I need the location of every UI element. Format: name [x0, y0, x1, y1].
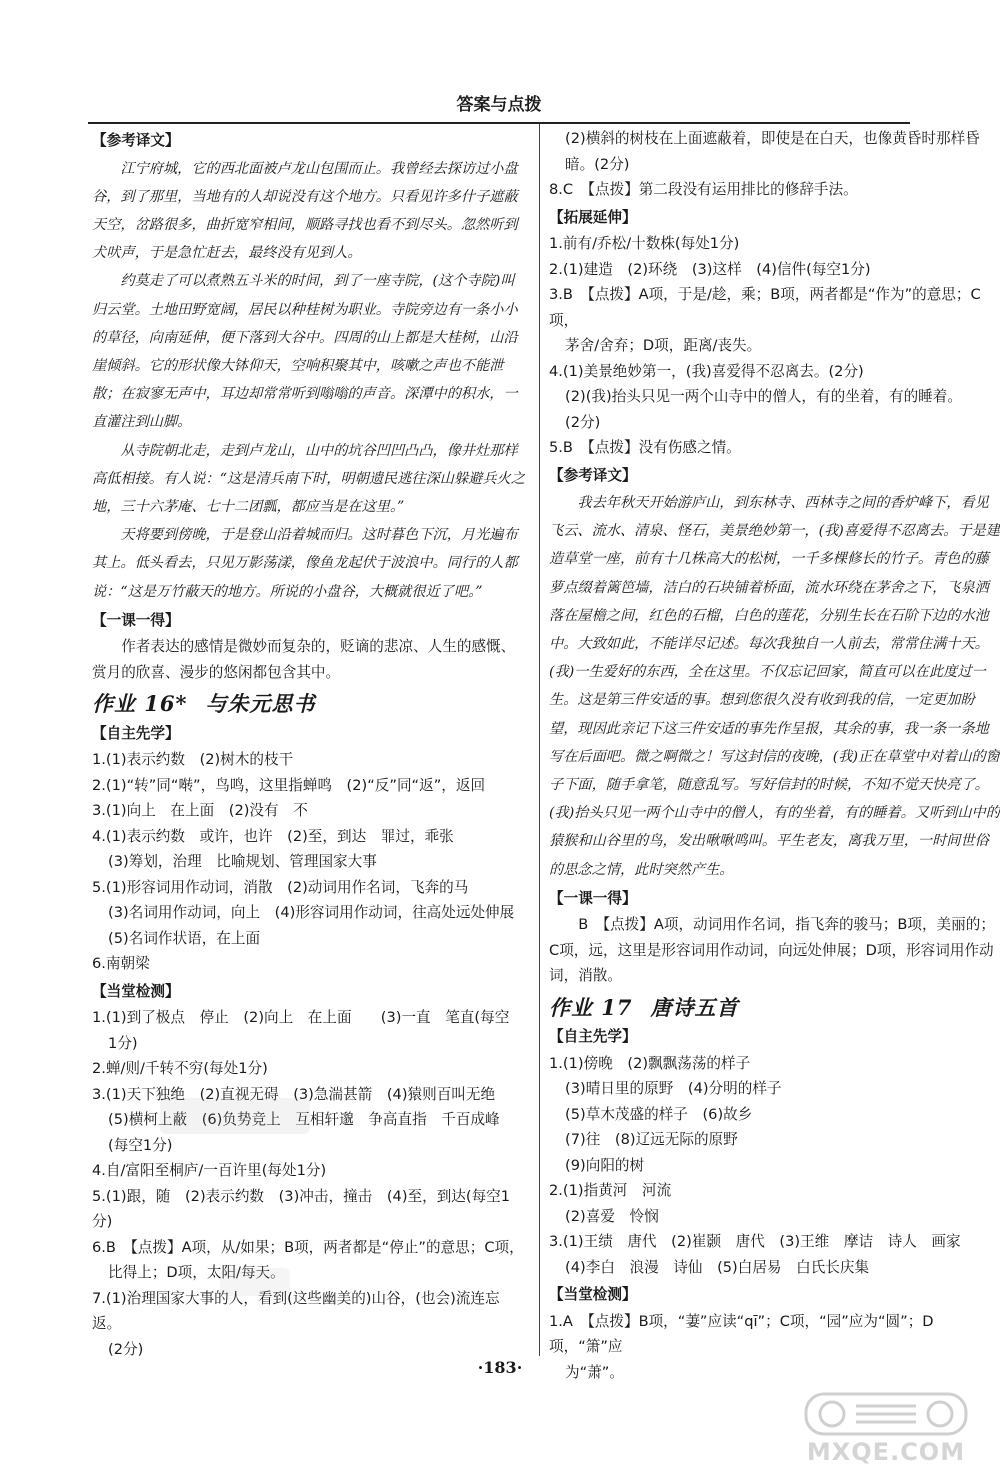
- homework-number: 作业 17: [549, 994, 633, 1020]
- answer-line: 4.自/富阳至桐庐/一百许里(每处1分): [92, 1162, 327, 1180]
- section-heading: 【自主先学】: [92, 724, 180, 742]
- answer-line: 比得上；D项，太阳/每天。: [108, 1264, 285, 1282]
- answer-line: 3.(1)向上 在上面 (2)没有 不: [92, 802, 308, 820]
- homework-heading: [92, 691, 528, 717]
- answer-list: [549, 231, 1000, 461]
- answer-line: (3)晴日里的原野 (4)分明的样子: [565, 1080, 782, 1098]
- translation-paragraph: 天将要到傍晚，于是登山沿着城而归。这时暮色下沉，月光遍布其上。低头看去，只见万影荡漾，像鱼龙起伏于波浪中。同行的人都说：“这是万竹蔽天的地方。所说的小盘谷，大概就很近了吧。”: [92, 527, 518, 600]
- section-heading: 【参考译文】: [92, 132, 180, 149]
- header-title: 答案与点拨: [456, 95, 542, 115]
- answer-line: 1.(1)表示约数 (2)树木的枝干: [92, 751, 294, 769]
- answer-line: 2.(1)建造 (2)环绕 (3)这样 (4)信件(每空1分): [549, 260, 871, 278]
- homework-number: 作业 16*: [92, 691, 188, 717]
- answer-line: 7.(1)治理国家大事的人，看到(这些幽美的)山谷，(也会)流连忘返。: [92, 1289, 500, 1333]
- answer-line: 茅舍/舍弃；D项，距离/丧失。: [565, 337, 762, 354]
- homework-heading: [549, 995, 1000, 1021]
- section-heading: 【拓展延伸】: [549, 208, 637, 226]
- summary-paragraph: B 【点拨】A项，动词用作名词，指飞奔的骏马；B项，美丽的；C项，远，这里是形容词用作动词，向远处伸展；D项，形容词用作动词，消散。: [549, 916, 995, 985]
- page-number: ·183·: [477, 1358, 523, 1377]
- answer-line: 1.(1)到了极点 停止 (2)向上 在上面 (3)一直 笔直(每空: [92, 1009, 510, 1027]
- answer-line: 1.A 【点拨】B项，“萋”应读“qī”；C项，“园”应为“圆”；D项，“箫”应: [549, 1312, 934, 1356]
- answer-line: 3.(1)王绩 唐代 (2)崔颢 唐代 (3)王维 摩诘 诗人 画家: [549, 1233, 961, 1251]
- answer-line: 6.南朝梁: [92, 955, 150, 973]
- answer-line: (5)横柯上蔽 (6)负势竞上 互相轩邈 争高直指 千百成峰: [108, 1111, 500, 1129]
- answer-line: 1.(1)傍晚 (2)飘飘荡荡的样子: [549, 1054, 751, 1072]
- answer-line: (2分): [108, 1340, 144, 1358]
- section-heading: 【当堂检测】: [92, 982, 180, 1000]
- answer-line: 为“萧”。: [565, 1363, 624, 1381]
- left-column: [92, 126, 528, 1362]
- homework-title: 唐诗五首: [650, 994, 739, 1020]
- answer-line: 5.B 【点拨】没有伤感之情。: [549, 439, 741, 456]
- answer-line: (4)李白 浪漫 诗仙 (5)白居易 白氏长庆集: [565, 1258, 870, 1276]
- answer-line: 8.C 【点拨】第二段没有运用排比的修辞手法。: [549, 181, 858, 198]
- answer-line: (7)往 (8)辽远无际的原野: [565, 1131, 738, 1149]
- section-heading: 【一课一得】: [549, 889, 637, 907]
- answer-line: 5.(1)跟，随 (2)表示约数 (3)冲击，撞击 (4)至，到达(每空1分): [92, 1187, 511, 1231]
- translation-paragraph: 江宁府城，它的西北面被卢龙山包围而止。我曾经去探访过小盘谷，到了那里，当地有的人却说没有这个地方。只看见许多什子遮蔽天空，岔路很多，曲折宽窄相间，顺路寻找也看不到尽头。忽然听到犬吠声，于是急忙赶去，最终没有见到人。: [92, 160, 518, 262]
- answer-line: (9)向阳的树: [565, 1156, 645, 1174]
- answer-line: (3)名词用作动词，向上 (4)形容词用作动词，往高处远处伸展: [108, 904, 515, 922]
- answer-line: 4.(1)表示约数 或许，也许 (2)至，到达 罪过，乖张: [92, 827, 454, 845]
- translation-paragraph: 我去年秋天开始游庐山，到东林寺、西林寺之间的香炉峰下，看见飞云、流水、清泉、怪石，美景绝妙第一，(我)喜爱得不忍离去。于是建造草堂一座，前有十几株高大的松树，一千多棵修长的竹子。青色的藤萝点缀着篱笆墙，洁白的石块铺着桥面，流水环绕在茅舍之下，飞泉洒落在屋檐之间，红色的石榴，白色的莲花，分别生长在石阶下边的水池中。大致如此，不能详尽记述。每次我独自一人前去，常常住满十天。(我)一生爱好的东西，全在这里。不仅忘记回家，简直可以在此度过一生。这是第三件安适的事。想到您很久没有收到我的信，一定更加盼望，现因此亲记下这三件安适的事先作呈报，其余的事，我一条一条地写在后面吧。微之啊微之！写这封信的夜晚，(我)正在草堂中对着山的窗子下面，随手拿笔，随意乱写。写好信封的时候，不知不觉天快亮了。(我)抬头只见一两个山寺中的僧人，有的坐着，有的睡着。又听到山中的猿猴和山谷里的鸟，发出啾啾鸣叫。平生老友，离我万里，一时间世俗的思念之情，此时突然产生。: [549, 495, 1000, 878]
- section-heading: 【自主先学】: [549, 1028, 637, 1046]
- answer-line: 2.蝉/则/千转不穷(每处1分): [92, 1060, 268, 1078]
- answer-line: 5.(1)形容词用作动词，消散 (2)动词用作名词，飞奔的马: [92, 878, 469, 896]
- section-heading: 【参考译文】: [549, 466, 637, 484]
- answer-line: (2)横斜的树枝在上面遮蔽着，即使是在白天，也像黄昏时那样昏: [565, 130, 980, 147]
- faint-stamp-mark: [220, 1268, 290, 1296]
- section-heading: 【一课一得】: [92, 611, 180, 629]
- answer-line: 3.(1)天下独绝 (2)直视无碍 (3)急湍甚箭 (4)猿则百叫无绝: [92, 1085, 496, 1103]
- answer-line: (5)草木茂盛的样子 (6)故乡: [565, 1105, 753, 1123]
- answer-list: [92, 747, 528, 977]
- right-column: [549, 126, 1000, 1385]
- watermark-logo: [786, 1390, 986, 1466]
- answer-line: 2.(1)指黄河 河流: [549, 1182, 672, 1200]
- answer-line: (2分): [565, 413, 601, 431]
- answer-line: (2)(我)抬头只见一两个山寺中的僧人，有的坐着，有的睡着。: [565, 388, 962, 405]
- answer-line: (3)筹划，治理 比喻规划、管理国家大事: [108, 853, 377, 871]
- answer-line: 1.前有/乔松/十数株(每处1分): [549, 235, 740, 252]
- section-heading: 【当堂检测】: [549, 1286, 637, 1304]
- page-header: [88, 86, 910, 124]
- answer-line: 3.B 【点拨】A项，于是/趁，乘；B项，两者都是“作为”的意思；C项，: [549, 286, 981, 329]
- answer-line: 4.(1)美景绝妙第一，(我)喜爱得不忍离去。(2分): [549, 362, 864, 380]
- faint-stamp-mark: [160, 1098, 310, 1134]
- answer-line: 1分): [108, 1034, 138, 1052]
- translation-paragraph: 从寺院朝北走，走到卢龙山，山中的坑谷凹凹凸凸，像井灶那样高低相接。有人说：“这是清兵南下时，明朝遗民逃往深山躲避兵火之地，三十六茅庵、七十二团瓢，都应当是在这里。”: [92, 442, 525, 515]
- answer-line: (2)喜爱 怜悯: [565, 1207, 659, 1225]
- translation-paragraph: 约莫走了可以煮熟五斗米的时间，到了一座寺院，(这个寺院)叫归云堂。土地田野宽阔，居民以种桂树为职业。寺院旁边有一条小小的草径，向南延伸，便下落到大谷中。四周的山上都是大桂树，山沿崖倾斜。它的形状像大钵仰天，空响积聚其中，咳嗽之声也不能泄散；在寂寥无声中，耳边却常常听到嗡嗡的声音。深潭中的积水，一直灌注到山脚。: [92, 273, 518, 431]
- answer-line: 6.B 【点拨】A项，从/如果；B项，两者都是“停止”的意思；C项，: [92, 1238, 524, 1256]
- answer-list: [92, 1005, 528, 1362]
- answer-line: 暗。(2分): [565, 155, 630, 173]
- answer-line: (5)名词作状语，在上面: [108, 929, 261, 947]
- column-divider: [539, 124, 540, 1356]
- watermark-text: MXQE.COM: [806, 1438, 966, 1466]
- answer-line: 2.(1)“转”同“啭”，鸟鸣，这里指蝉鸣 (2)“反”同“返”，返回: [92, 776, 486, 794]
- answer-list: [549, 1051, 1000, 1281]
- summary-paragraph: 作者表达的感情是微妙而复杂的，贬谪的悲凉、人生的感慨、赏月的欣喜、漫步的悠闲都包含其中。: [92, 638, 516, 681]
- homework-title: 与朱元思书: [205, 691, 316, 717]
- answer-line: (每空1分): [108, 1136, 173, 1154]
